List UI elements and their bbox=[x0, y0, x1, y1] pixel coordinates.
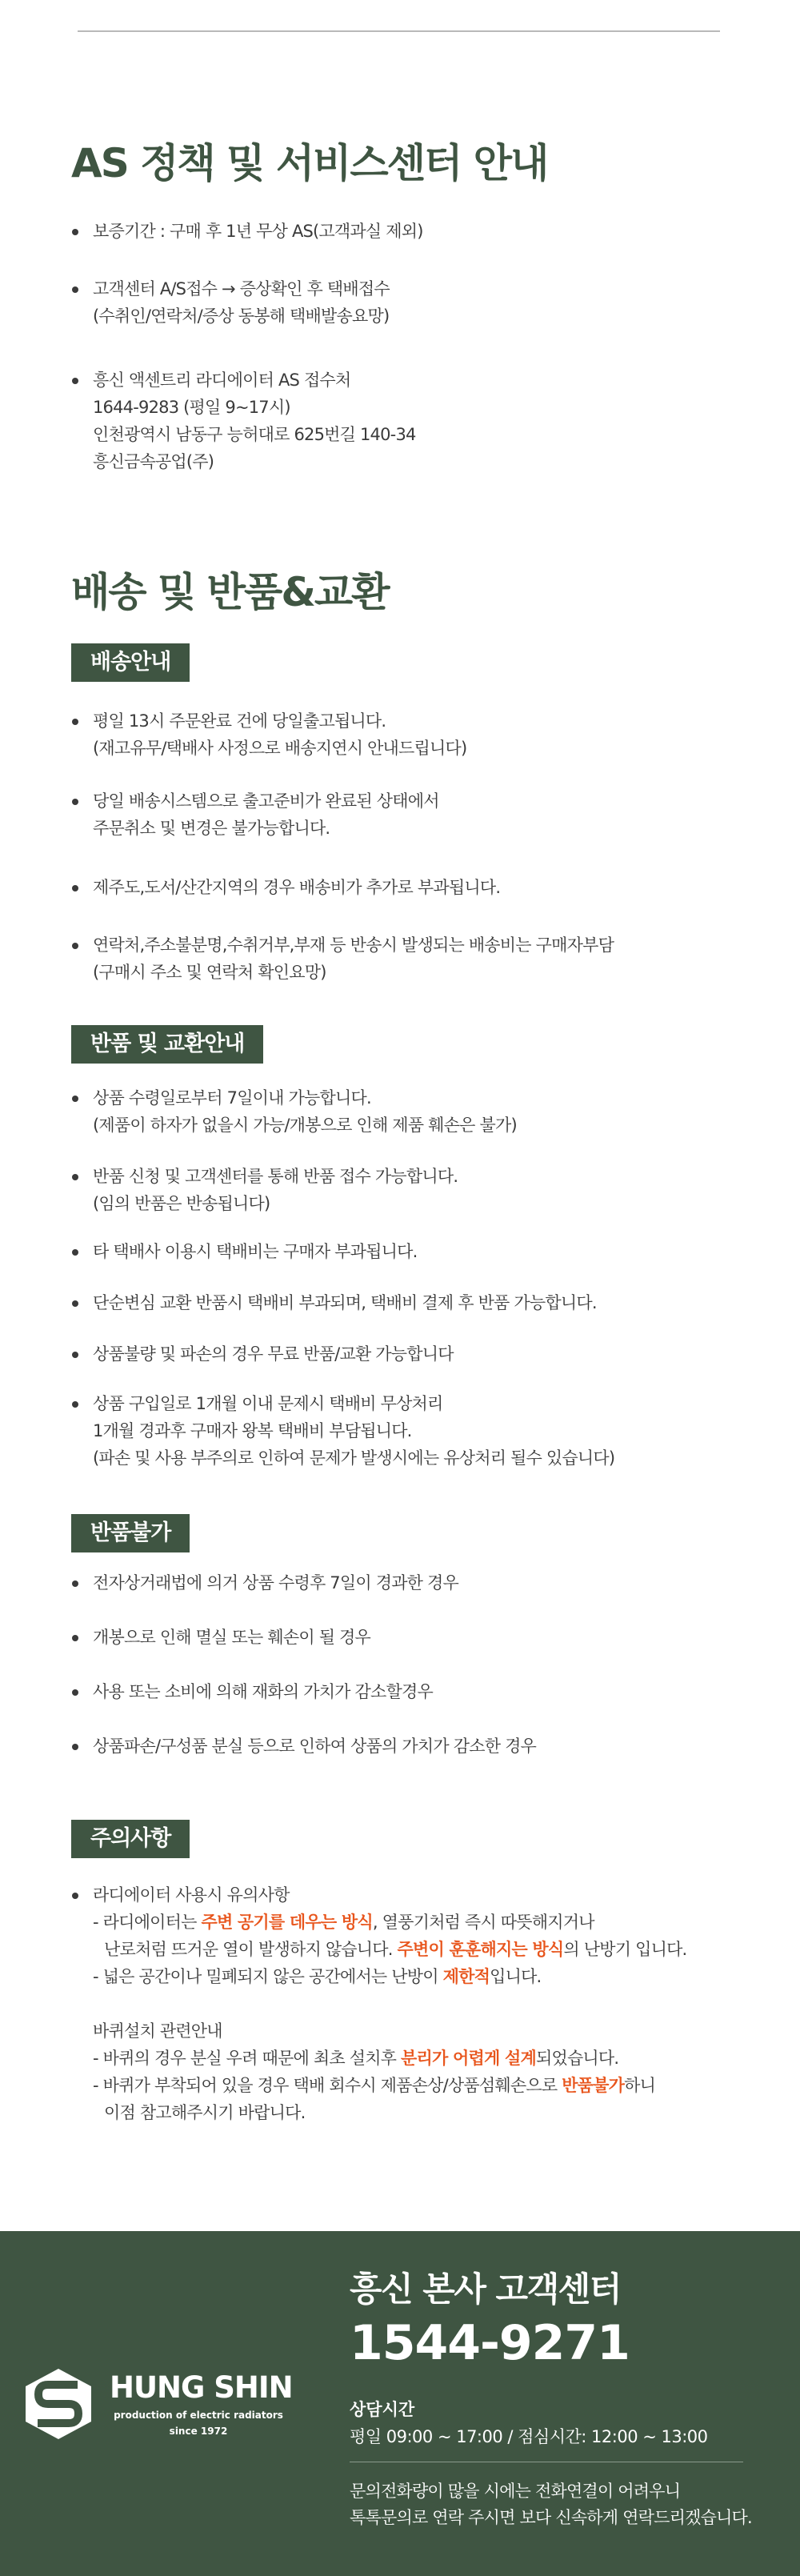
brand-since: since 1972 bbox=[169, 2426, 228, 2437]
list-item bbox=[72, 874, 752, 901]
highlight-text: 반품불가 bbox=[562, 2076, 625, 2095]
delivery-badge: 배송안내 bbox=[71, 643, 190, 682]
highlight-text: 주변 공기를 데우는 방식 bbox=[201, 1913, 373, 1932]
item-text: 연락처,주소불분명,수취거부,부재 등 반송시 발생되는 배송비는 구매자부담 bbox=[93, 935, 614, 955]
item-text: 제주도,도서/산간지역의 경우 배송비가 추가로 부과됩니다. bbox=[93, 878, 501, 897]
customer-center-title: 흥신 본사 고객센터 bbox=[350, 2270, 621, 2309]
list-item bbox=[72, 275, 752, 330]
hours-label: 상담시간 bbox=[350, 2400, 415, 2419]
wheel-note-line: 이점 참고해주시기 바랍니다. bbox=[104, 2103, 306, 2122]
bullet-icon bbox=[72, 1352, 78, 1358]
bullet-icon bbox=[72, 286, 78, 293]
bullet-icon bbox=[72, 1249, 78, 1256]
footer bbox=[0, 2231, 800, 2576]
bullet-icon bbox=[72, 229, 78, 235]
list-item bbox=[72, 1238, 752, 1265]
item-text: (임의 반품은 반송됩니다) bbox=[93, 1194, 270, 1213]
hungshin-logo-icon bbox=[22, 2367, 94, 2441]
bullet-icon bbox=[72, 1689, 78, 1696]
highlight-text: 주변이 훈훈해지는 방식 bbox=[397, 1940, 564, 1959]
contact-note-line: 문의전화량이 많을 시에는 전화연결이 어려우니 bbox=[350, 2482, 681, 2501]
list-item bbox=[72, 1624, 752, 1651]
item-text: 평일 13시 주문완료 건에 당일출고됩니다. bbox=[93, 711, 386, 731]
cautions-block bbox=[72, 1881, 752, 2126]
item-text: 보증기간 : 구매 후 1년 무상 AS(고객과실 제외) bbox=[93, 222, 423, 241]
item-text: 상품불량 및 파손의 경우 무료 반품/교환 가능합니다 bbox=[93, 1344, 454, 1364]
highlight-text: 제한적 bbox=[442, 1967, 490, 1986]
bullet-icon bbox=[72, 1174, 78, 1180]
top-divider bbox=[78, 30, 720, 32]
bullet-icon bbox=[72, 378, 78, 384]
wheel-notes-title: 바퀴설치 관련안내 bbox=[93, 2021, 222, 2041]
list-item bbox=[72, 931, 752, 986]
brand-tagline: production of electric radiators bbox=[114, 2410, 283, 2421]
item-text: 당일 배송시스템으로 출고준비가 완료된 상태에서 bbox=[93, 791, 439, 811]
item-text: 개봉으로 인해 멸실 또는 훼손이 될 경우 bbox=[93, 1628, 371, 1647]
list-item bbox=[72, 707, 752, 762]
item-text: 타 택배사 이용시 택배비는 구매자 부과됩니다. bbox=[93, 1242, 418, 1261]
bullet-icon bbox=[72, 799, 78, 805]
bullet-icon bbox=[72, 1096, 78, 1102]
item-text: (제품이 하자가 없을시 가능/개봉으로 인해 제품 훼손은 불가) bbox=[93, 1116, 517, 1135]
list-item bbox=[72, 787, 752, 842]
list-item bbox=[72, 1390, 752, 1472]
list-item bbox=[72, 1340, 752, 1368]
cautions-badge: 주의사항 bbox=[71, 1820, 190, 1858]
list-item bbox=[72, 1084, 752, 1139]
list-item bbox=[72, 1733, 752, 1760]
item-text: 전자상거래법에 의거 상품 수령후 7일이 경과한 경우 bbox=[93, 1573, 459, 1592]
item-text: 단순변심 교환 반품시 택배비 부과되며, 택배비 결제 후 반품 가능합니다. bbox=[93, 1293, 597, 1312]
list-item bbox=[72, 367, 752, 475]
item-text: (수취인/연락처/증상 동봉해 택배발송요망) bbox=[93, 306, 390, 326]
bullet-icon bbox=[72, 885, 78, 891]
item-text: 흥신금속공업(주) bbox=[93, 452, 214, 471]
shipping-section-title: 배송 및 반품&교환 bbox=[71, 569, 389, 615]
list-item bbox=[72, 1163, 752, 1217]
bullet-icon bbox=[72, 1635, 78, 1641]
bullet-icon bbox=[72, 1893, 78, 1899]
list-item bbox=[72, 218, 752, 245]
bullet-icon bbox=[72, 1744, 78, 1750]
bullet-icon bbox=[72, 1300, 78, 1307]
contact-note-line: 톡톡문의로 연락 주시면 보다 신속하게 연락드리겠습니다. bbox=[350, 2508, 752, 2527]
radiator-note-line: 난로처럼 뜨거운 열이 발생하지 않습니다. 주변이 훈훈해지는 방식의 난방기 입니다. bbox=[104, 1940, 687, 1959]
returns-badge: 반품 및 교환안내 bbox=[71, 1025, 263, 1064]
item-text: 1개월 경과후 구매자 왕복 택배비 부담됩니다. bbox=[93, 1421, 412, 1440]
list-item bbox=[72, 1678, 752, 1705]
bullet-icon bbox=[72, 1401, 78, 1408]
no-return-badge: 반품불가 bbox=[71, 1514, 190, 1552]
bullet-icon bbox=[72, 719, 78, 725]
radiator-note-line: - 라디에이터는 주변 공기를 데우는 방식, 열풍기처럼 즉시 따뜻해지거나 bbox=[93, 1913, 594, 1932]
hours-text: 평일 09:00 ~ 17:00 / 점심시간: 12:00 ~ 13:00 bbox=[350, 2427, 708, 2446]
item-text: 주문취소 및 변경은 불가능합니다. bbox=[93, 819, 330, 838]
radiator-note-line: - 넓은 공간이나 밀폐되지 않은 공간에서는 난방이 제한적입니다. bbox=[93, 1967, 542, 1986]
item-text: 반품 신청 및 고객센터를 통해 반품 접수 가능합니다. bbox=[93, 1167, 458, 1186]
item-text: 상품파손/구성품 분실 등으로 인하여 상품의 가치가 감소한 경우 bbox=[93, 1737, 537, 1756]
as-section-title: AS 정책 및 서비스센터 안내 bbox=[71, 140, 548, 186]
contact-note bbox=[350, 2478, 752, 2531]
item-text: 상품 구입일로 1개월 이내 문제시 택배비 무상처리 bbox=[93, 1394, 443, 1413]
item-text: (파손 및 사용 부주의로 인하여 문제가 발생시에는 유상처리 될수 있습니다) bbox=[93, 1448, 615, 1468]
wheel-note-line: - 바퀴의 경우 분실 우려 때문에 최초 설치후 분리가 어렵게 설계되었습니다. bbox=[93, 2049, 619, 2068]
item-text: 고객센터 A/S접수 → 증상확인 후 택배접수 bbox=[93, 279, 390, 298]
item-text: 상품 수령일로부터 7일이내 가능합니다. bbox=[93, 1088, 371, 1108]
highlight-text: 분리가 어렵게 설계 bbox=[401, 2049, 536, 2068]
list-item bbox=[72, 1289, 752, 1316]
bullet-icon bbox=[72, 943, 78, 949]
list-item bbox=[72, 1569, 752, 1596]
item-text: 사용 또는 소비에 의해 재화의 가치가 감소할경우 bbox=[93, 1682, 433, 1701]
bullet-icon bbox=[72, 1580, 78, 1587]
item-text: (재고유무/택배사 사정으로 배송지연시 안내드립니다) bbox=[93, 739, 467, 758]
wheel-note-line: - 바퀴가 부착되어 있을 경우 택배 회수시 제품손상/상품섬훼손으로 반품불가하니 bbox=[93, 2076, 656, 2095]
item-text: 1644-9283 (평일 9~17시) bbox=[93, 398, 290, 417]
item-text: 흥신 액센트리 라디에이터 AS 접수처 bbox=[93, 371, 351, 390]
customer-center-phone: 1544-9271 bbox=[350, 2315, 630, 2371]
brand-name: HUNG SHIN bbox=[110, 2370, 293, 2405]
radiator-notes-title: 라디에이터 사용시 유의사항 bbox=[93, 1885, 290, 1905]
item-text: 인천광역시 남동구 능허대로 625번길 140-34 bbox=[93, 425, 416, 444]
item-text: (구매시 주소 및 연락처 확인요망) bbox=[93, 963, 326, 982]
